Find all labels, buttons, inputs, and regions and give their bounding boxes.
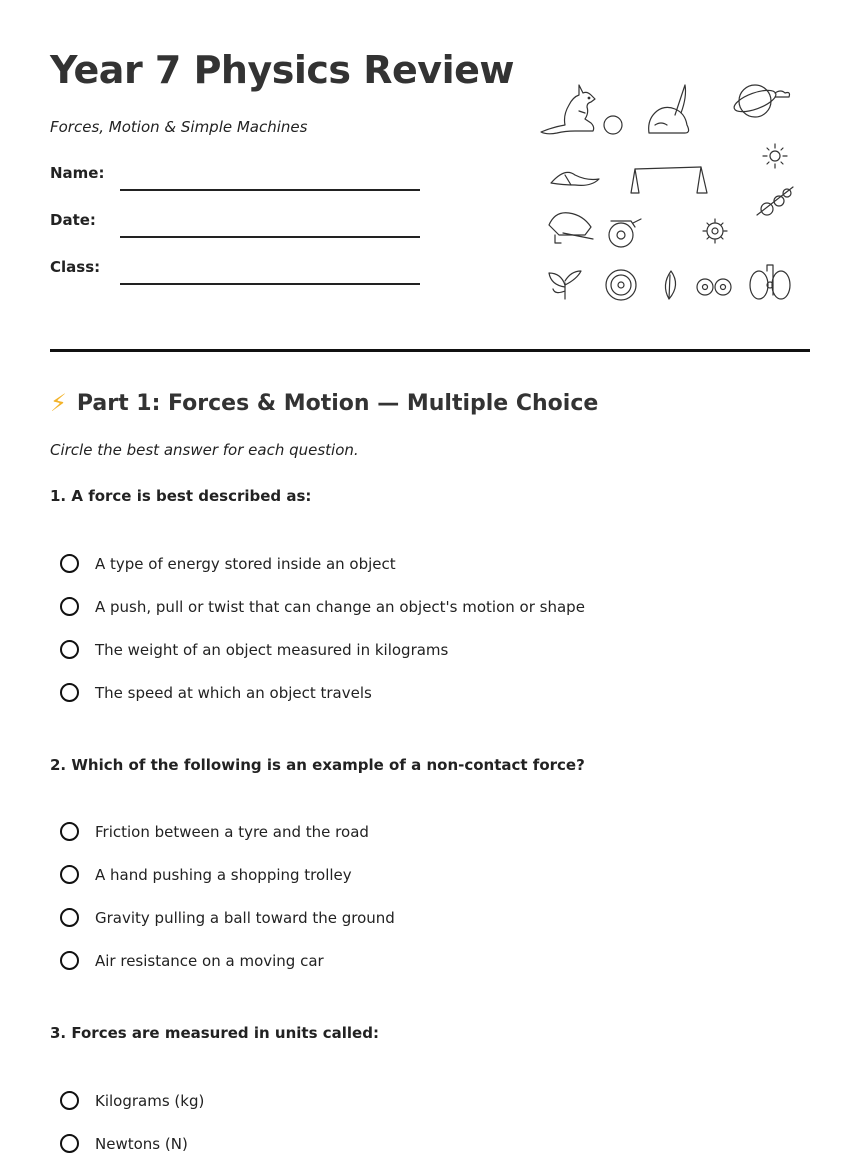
rock-feather-icon: [649, 85, 689, 133]
answer-option[interactable]: [60, 628, 585, 671]
answer-option-text: A type of energy stored inside an object: [95, 554, 396, 573]
header-divider: [50, 349, 810, 352]
question-1-options: [60, 542, 585, 714]
wheel-icon: [606, 270, 636, 300]
class-label: Class:: [50, 258, 101, 276]
feather-icon: [551, 172, 599, 185]
class-field[interactable]: [50, 258, 430, 286]
answer-option[interactable]: [60, 853, 395, 896]
question-3-options: [60, 1079, 204, 1165]
sun-icon: [763, 144, 787, 168]
ball-icon: [604, 116, 622, 134]
axle-wheels-icon: [697, 279, 731, 295]
radio-circle-icon[interactable]: [60, 908, 79, 927]
pulley-icon: [609, 219, 641, 247]
question-1: [50, 486, 810, 702]
section-instructions: Circle the best answer for each question.: [50, 441, 359, 459]
answer-option-text: The weight of an object measured in kilograms: [95, 640, 449, 659]
question-2-options: [60, 810, 395, 982]
answer-option-text: Gravity pulling a ball toward the ground: [95, 908, 395, 927]
radio-circle-icon[interactable]: [60, 865, 79, 884]
gear-icon: [703, 219, 727, 243]
radio-circle-icon[interactable]: [60, 683, 79, 702]
kangaroo-icon: [541, 85, 595, 134]
radio-circle-icon[interactable]: [60, 951, 79, 970]
date-label: Date:: [50, 211, 96, 229]
answer-option-text: The speed at which an object travels: [95, 683, 372, 702]
answer-option-text: Kilograms (kg): [95, 1091, 205, 1110]
gears-icon: [757, 187, 793, 215]
question-3-text: 3. Forces are measured in units called:: [50, 1024, 379, 1042]
class-line[interactable]: [120, 283, 420, 285]
decorative-illustrations: [535, 75, 800, 310]
answer-option-text: Friction between a tyre and the road: [95, 822, 369, 841]
leaf-icon: [665, 271, 675, 299]
radio-circle-icon[interactable]: [60, 554, 79, 573]
worksheet-title: Year 7 Physics Review: [50, 48, 514, 92]
answer-option[interactable]: [60, 896, 395, 939]
radio-circle-icon[interactable]: [60, 822, 79, 841]
radio-circle-icon[interactable]: [60, 1091, 79, 1110]
name-line[interactable]: [120, 189, 420, 191]
radio-circle-icon[interactable]: [60, 1134, 79, 1153]
worksheet-subtitle: Forces, Motion & Simple Machines: [50, 118, 308, 136]
answer-option[interactable]: [60, 542, 585, 585]
name-field[interactable]: [50, 164, 430, 192]
date-line[interactable]: [120, 236, 420, 238]
question-1-text: 1. A force is best described as:: [50, 487, 312, 505]
question-3: [50, 1023, 810, 1153]
answer-option-text: A push, pull or twist that can change an object's motion or shape: [95, 597, 585, 616]
lightning-bolt-icon: ⚡: [50, 389, 67, 417]
answer-option[interactable]: [60, 1122, 204, 1165]
radio-circle-icon[interactable]: [60, 640, 79, 659]
answer-option-text: Air resistance on a moving car: [95, 951, 324, 970]
question-2-text: 2. Which of the following is an example of a non-contact force?: [50, 756, 585, 774]
question-2: [50, 755, 810, 970]
section-heading: [50, 389, 598, 417]
section-title-text: Part 1: Forces & Motion — Multiple Choice: [76, 390, 599, 416]
name-label: Name:: [50, 164, 105, 182]
answer-option[interactable]: [60, 1079, 204, 1122]
machine-icon: [750, 265, 790, 299]
radio-circle-icon[interactable]: [60, 597, 79, 616]
plant-icon: [549, 271, 581, 299]
answer-option[interactable]: [60, 585, 585, 628]
planet-icon: [732, 85, 790, 117]
answer-option[interactable]: [60, 671, 585, 714]
date-field[interactable]: [50, 211, 430, 239]
answer-option-text: A hand pushing a shopping trolley: [95, 865, 352, 884]
answer-option[interactable]: [60, 810, 395, 853]
balance-beam-icon: [631, 167, 707, 193]
answer-option[interactable]: [60, 939, 395, 982]
pedestal-rock-icon: [549, 213, 593, 243]
answer-option-text: Newtons (N): [95, 1134, 188, 1153]
